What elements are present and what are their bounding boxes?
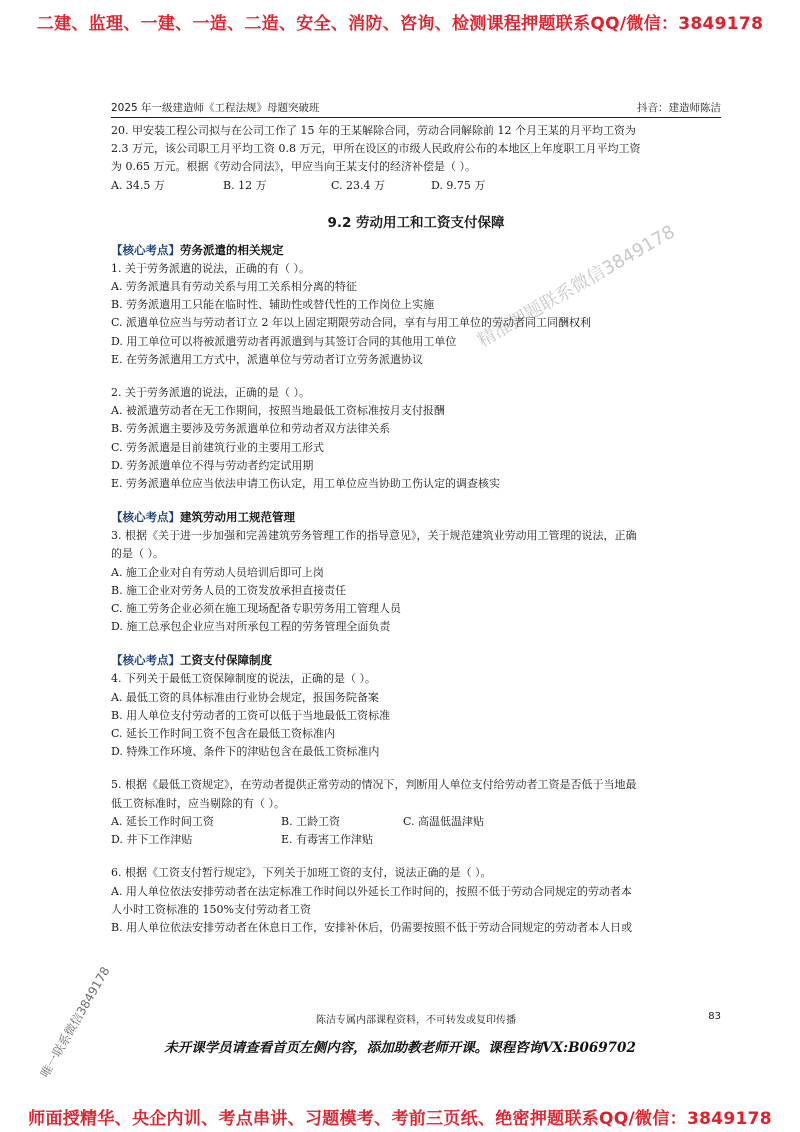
key-point-heading [111,508,721,527]
question-6 [111,864,721,937]
option: D. 井下工作津贴 [111,833,193,847]
key-point-heading [111,651,721,670]
question-line: 4. 下列关于最低工资保障制度的说法，正确的是（ ）。 [111,672,376,686]
option: C. 劳务派遣是目前建筑行业的主要用工形式 [111,440,325,454]
question-1 [111,260,721,369]
section-title: 9.2 劳动用工和工资支付保障 [327,214,505,231]
option: A. 施工企业对自有劳动人员培训后即可上岗 [111,565,324,579]
option: B. 工龄工资 [281,814,341,828]
question-2 [111,384,721,493]
page-number: 83 [708,1011,721,1022]
diagonal-watermark: 精准押题联系微信3849178 [474,221,679,352]
enrollment-notice: 未开课学员请查看首页左侧内容，添加助教老师开课。课程咨询VX:B069702 [164,1040,636,1056]
option: B. 劳务派遣主要涉及劳务派遣单位和劳动者双方法律关系 [111,422,391,436]
option: D. 9.75 万 [431,178,486,192]
key-point-topic: 建筑劳动用工规范管理 [180,510,295,525]
options-row [111,177,721,195]
option: D. 用工单位可以将被派遣劳动者再派遣到与其签订合同的其他用工单位 [111,334,457,348]
option: B. 用人单位依法安排劳动者在休息日工作，安排补休后，仍需要按照不低于劳动合同规定的劳动者本人日或 [111,920,633,934]
side-watermark: 唯一联系微信3849178 [37,964,113,1080]
key-point-tag: 【核心考点】 [111,510,180,525]
question-line: 2. 关于劳务派遣的说法，正确的是（ ）。 [111,386,310,400]
question-5 [111,776,721,849]
option: E. 劳务派遣单位应当依法申请工伤认定，用工单位应当协助工伤认定的调查核实 [111,477,501,491]
question-line: 1. 关于劳务派遣的说法，正确的有（ ）。 [111,261,310,275]
question-line: 为 0.65 万元。根据《劳动合同法》，甲应当向王某支付的经济补偿是（ ）。 [111,160,476,174]
question-line: 5. 根据《最低工资规定》，在劳动者提供正常劳动的情况下，判断用人单位支付给劳动者工资是否低于当地最 [111,778,637,792]
option: A. 34.5 万 [111,178,165,192]
top-promo-banner: 二建、监理、一建、一造、二造、安全、消防、咨询、检测课程押题联系QQ/微信：3849178 [36,14,764,34]
option: C. 延长工作时间工资不包含在最低工资标准内 [111,727,336,741]
option: C. 高温低温津贴 [403,814,485,828]
option: E. 在劳务派遣用工方式中，派遣单位与劳动者订立劳务派遣协议 [111,352,424,366]
option: B. 施工企业对劳务人员的工资发放承担直接责任 [111,583,347,597]
page-header [111,100,721,118]
option: B. 12 万 [223,178,267,192]
option: A. 用人单位依法安排劳动者在法定标准工作时间以外延长工作时间的，按照不低于劳动合同规定的劳动者本 [111,884,632,898]
key-point-topic: 工资支付保障制度 [180,653,272,668]
option: A. 被派遣劳动者在无工作期间，按照当地最低工资标准按月支付报酬 [111,404,445,418]
question-3 [111,527,721,636]
question-4 [111,670,721,761]
option: 人小时工资标准的 150%支付劳动者工资 [111,902,311,916]
option: D. 特殊工作环境、条件下的津贴包含在最低工资标准内 [111,745,380,759]
question-line: 2.3 万元，该公司职工月平均工资 0.8 万元，甲所在设区的市级人民政府公布的本地区上年度职工月平均工资 [111,142,641,156]
question-20 [111,122,721,195]
document-page [111,100,721,937]
option: D. 施工总承包企业应当对所承包工程的劳务管理全面负责 [111,620,391,634]
key-point-tag: 【核心考点】 [111,242,180,257]
options-row [111,813,721,831]
option: C. 23.4 万 [331,178,386,192]
key-point-tag: 【核心考点】 [111,653,180,668]
option: A. 延长工作时间工资 [111,814,214,828]
question-line: 的是（ ）。 [111,547,164,561]
option: B. 劳务派遣用工只能在临时性、辅助性或替代性的工作岗位上实施 [111,298,435,312]
question-line: 低工资标准时，应当剔除的有（ ）。 [111,796,285,810]
bottom-promo-banner: 师面授精华、央企内训、考点串讲、习题模考、考前三页纸、绝密押题联系QQ/微信：3849178 [28,1109,772,1129]
option: D. 劳务派遣单位不得与劳动者约定试用期 [111,458,314,472]
option: C. 派遣单位应当与劳动者订立 2 年以上固定期限劳动合同，享有与用工单位的劳动者同工同酬权利 [111,316,592,330]
question-line: 6. 根据《工资支付暂行规定》，下列关于加班工资的支付，说法正确的是（ ）。 [111,866,492,880]
footer-copyright: 陈洁专属内部课程资料，不可转发或复印传播 [316,1015,516,1026]
option: E. 有毒害工作津贴 [281,833,374,847]
key-point-topic: 劳务派遣的相关规定 [180,242,284,257]
question-line: 20. 甲安装工程公司拟与在公司工作了 15 年的王某解除合同，劳动合同解除前 12 个月王某的月平均工资为 [111,124,636,137]
option: B. 用人单位支付劳动者的工资可以低于当地最低工资标准 [111,708,391,722]
options-row [111,831,721,849]
option: A. 最低工资的具体标准由行业协会规定，报国务院备案 [111,690,379,704]
option: A. 劳务派遣具有劳动关系与用工关系相分离的特征 [111,280,357,294]
header-course-title: 2025 年一级建造师《工程法规》母题突破班 [111,102,320,114]
question-line: 3. 根据《关于进一步加强和完善建筑劳务管理工作的指导意见》，关于规范建筑业劳动用工管理的说法，正确 [111,529,637,543]
option: C. 施工劳务企业必须在施工现场配备专职劳务用工管理人员 [111,602,402,616]
header-author: 抖音：建造师陈洁 [637,102,721,114]
